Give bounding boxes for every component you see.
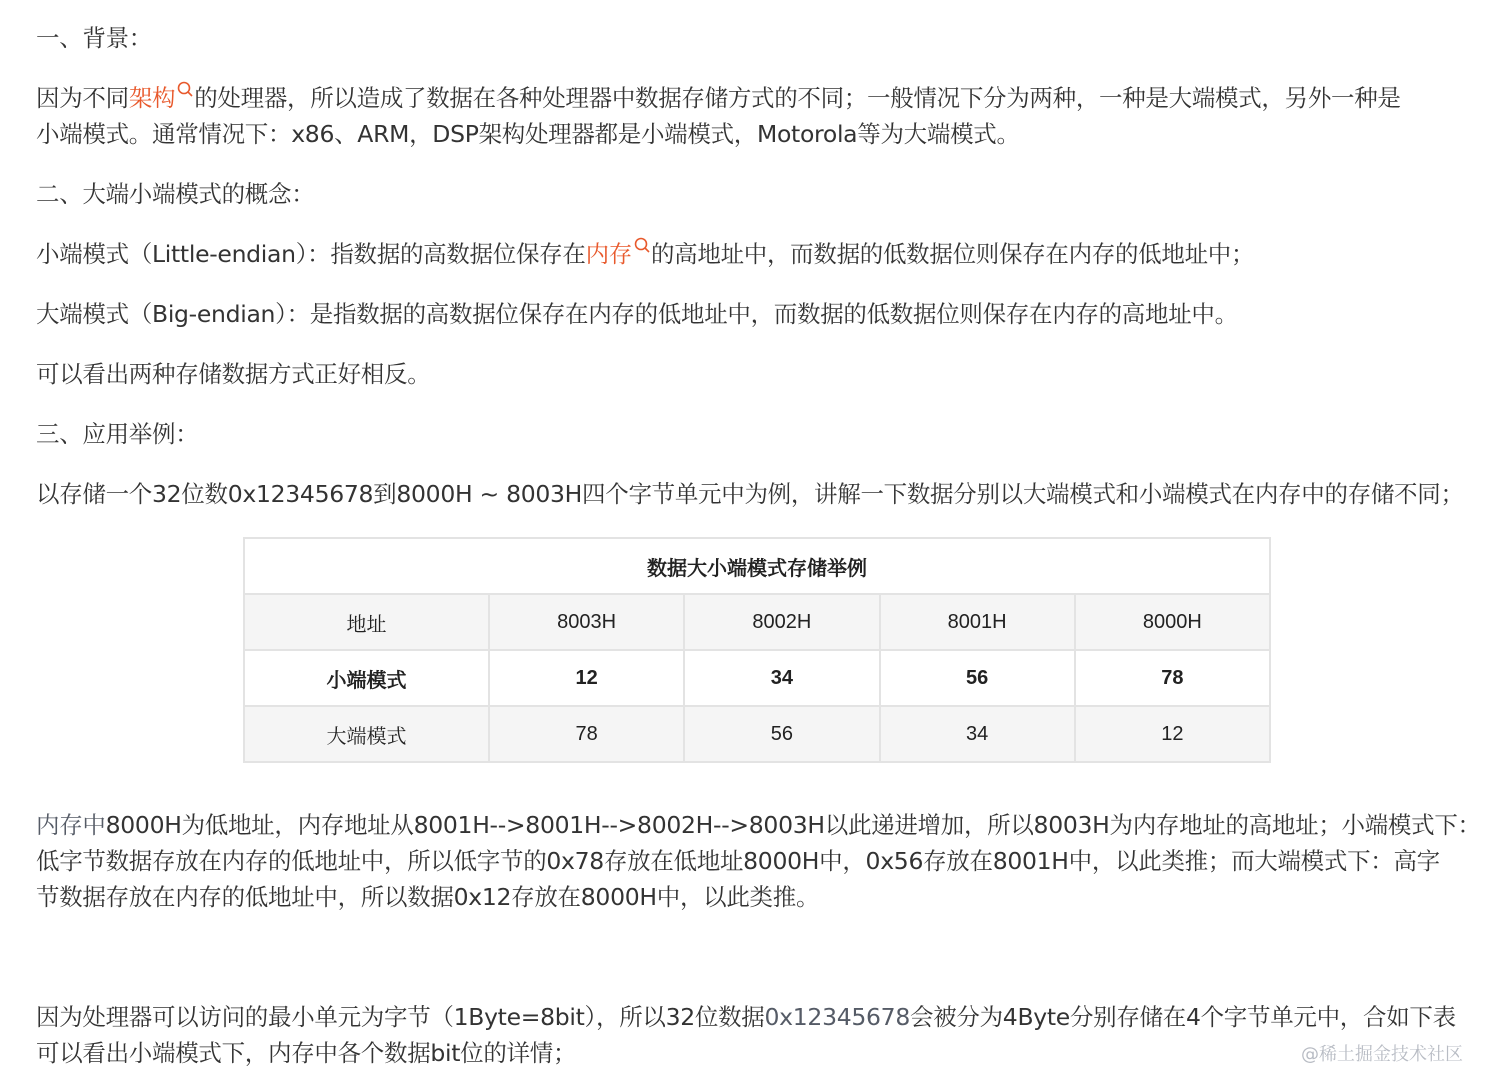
table-title: 数据大小端模式存储举例	[244, 538, 1270, 594]
table-title-row	[244, 538, 1270, 594]
link-memory[interactable]	[586, 240, 651, 268]
table-cell: 56	[880, 650, 1075, 706]
table-cell: 34	[684, 650, 879, 706]
table-cell: 78	[489, 706, 684, 762]
table-cell: 78	[1075, 650, 1270, 706]
search-icon[interactable]	[633, 236, 651, 260]
example-intro: 以存储一个32位数0x12345678到8000H ~ 8003H四个字节单元中为例，讲解一下数据分别以大端模式和小端模式在内存中的存储不同；	[36, 480, 1464, 508]
little-endian-definition	[36, 236, 1254, 272]
opposite-note: 可以看出两种存储数据方式正好相反。	[36, 360, 431, 388]
text-span: 小端模式（Little-endian）：指数据的高数据位保存在	[36, 240, 586, 268]
table-cell: 8000H	[1075, 594, 1270, 650]
table-cell: 8001H	[880, 594, 1075, 650]
table-row-big-endian	[244, 706, 1270, 762]
watermark: @稀土掘金技术社区	[1301, 1044, 1463, 1065]
endian-table	[243, 537, 1271, 763]
table-cell: 12	[1075, 706, 1270, 762]
section-heading-background: 一、背景：	[36, 24, 152, 52]
inline-code: 0x12345678	[764, 1003, 910, 1031]
background-paragraph-line2: 小端模式。通常情况下：x86、ARM，DSP架构处理器都是小端模式，Motorola等为大端模式。	[36, 120, 1020, 148]
text-span: 8000H为低地址，内存地址从8001H-->8001H-->8002H-->8003H以此递进增加，所以8003H为内存地址的高地址；小端模式下：	[105, 811, 1481, 839]
text-span: 因为处理器可以访问的最小单元为字节（1Byte=8bit），所以32位数据	[36, 1003, 765, 1031]
explain-line3: 节数据存放在内存的低地址中，所以数据0x12存放在8000H中，以此类推。	[36, 883, 820, 911]
table-cell: 地址	[244, 594, 489, 650]
explain-line1	[36, 807, 1481, 843]
background-paragraph-line1	[36, 80, 1401, 116]
text-span: 的高地址中，而数据的低数据位则保存在内存的低地址中；	[650, 240, 1255, 268]
final-line2: 可以看出小端模式下，内存中各个数据bit位的详情；	[36, 1039, 577, 1067]
explain-line2: 低字节数据存放在内存的低地址中，所以低字节的0x78存放在低地址8000H中，0x56存放在8001H中，以此类推；而大端模式下：高字	[36, 847, 1440, 875]
final-line1	[36, 999, 1456, 1035]
table-cell: 大端模式	[244, 706, 489, 762]
search-icon[interactable]	[176, 80, 194, 104]
link-label[interactable]: 内存	[585, 240, 632, 268]
table-cell: 8002H	[684, 594, 879, 650]
text-span: 的处理器，所以造成了数据在各种处理器中数据存储方式的不同；一般情况下分为两种，一种是大端模式，另外一种是	[194, 84, 1401, 112]
table-row-address	[244, 594, 1270, 650]
section-heading-example: 三、应用举例：	[36, 420, 199, 448]
text-span-highlight: 内存中	[36, 811, 106, 839]
table-cell: 34	[880, 706, 1075, 762]
table-cell: 56	[684, 706, 879, 762]
table-row-little-endian	[244, 650, 1270, 706]
big-endian-definition: 大端模式（Big-endian）：是指数据的高数据位保存在内存的低地址中，而数据的低数据位则保存在内存的高地址中。	[36, 300, 1238, 328]
link-label[interactable]: 架构	[128, 84, 176, 112]
table-cell: 小端模式	[244, 650, 489, 706]
text-span: 因为不同	[36, 84, 129, 112]
table-cell: 8003H	[489, 594, 684, 650]
table-cell: 12	[489, 650, 684, 706]
section-heading-concept: 二、大端小端模式的概念：	[36, 180, 315, 208]
text-span: 会被分为4Byte分别存储在4个字节单元中，合如下表	[910, 1003, 1456, 1031]
link-architecture[interactable]	[129, 84, 194, 112]
